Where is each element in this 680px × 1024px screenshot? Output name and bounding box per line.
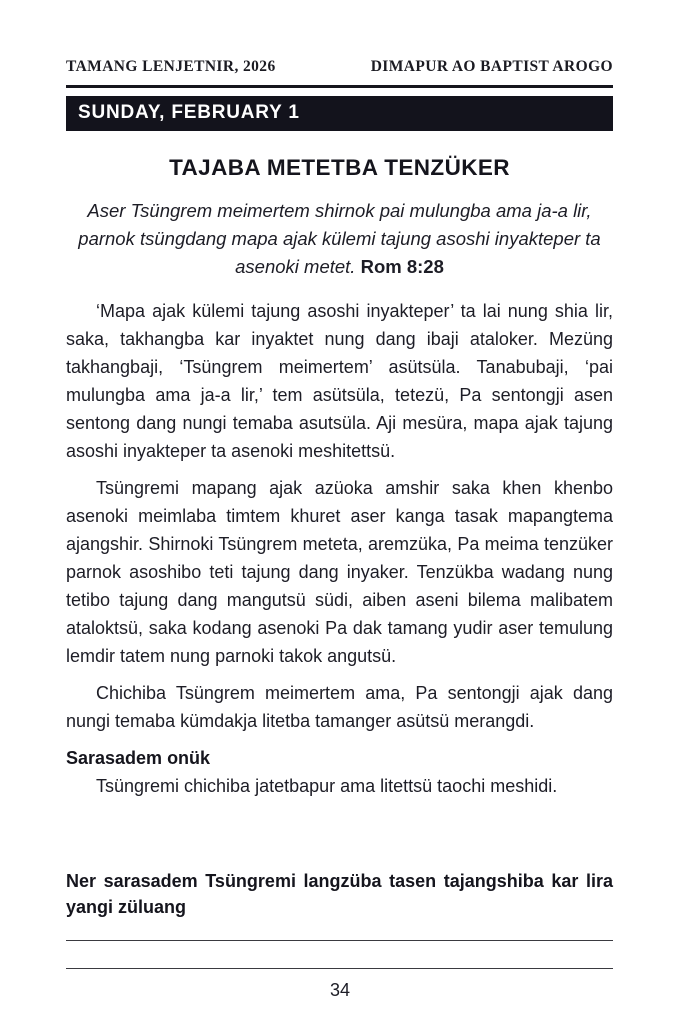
- verse-reference-label: Rom 8:28: [360, 256, 444, 277]
- body-paragraph: Chichiba Tsüngrem meimertem ama, Pa sentongji ajak dang nungi temaba kümdakja litetba tamanger asütsü merangdi.: [66, 683, 613, 731]
- body-paragraph: Tsüngremi mapang ajak azüoka amshir saka khen khenbo asenoki meimlaba timtem khuret aser kanga tasak mapangtema ajangshir. Shirnoki Tsüngrem meteta, aremzüka, Pa meima tenzüker parnok asoshibo teti tajung dang inyaker. Tenzükba wadang nung tetibo tajung dang mangutsü südi, aiben aseni bilema malibatem ataloktsü, saka kodang asenoki Pa dak tamang yudir aser temulung lemdir tatem nung parnoki takok angutsü.: [66, 478, 613, 666]
- devotion-body: [66, 297, 613, 800]
- reflection-prompt: Ner sarasadem Tsüngremi langzüba tasen tajangshiba kar lira yangi züluang: [66, 871, 613, 917]
- writing-line: [66, 940, 613, 941]
- prayer-section-heading: Sarasadem onük: [66, 748, 211, 768]
- writing-line: [66, 968, 613, 969]
- header-organization: DIMAPUR AO BAPTIST AROGO: [370, 58, 613, 75]
- running-header: [66, 58, 613, 85]
- page-number: 34: [329, 980, 351, 1000]
- devotion-title: TAJABA METETBA TENZÜKER: [169, 155, 510, 180]
- verse-reference: [361, 256, 444, 277]
- date-banner: SUNDAY, FEBRUARY 1: [66, 96, 613, 131]
- header-book-title: TAMANG LENJETNIR, 2026: [66, 58, 276, 75]
- prayer-paragraph: Tsüngremi chichiba jatetbapur ama litettsü taochi meshidi.: [96, 776, 558, 796]
- verse-block: [66, 197, 613, 281]
- body-paragraph: ‘Mapa ajak külemi tajung asoshi inyakteper’ ta lai nung shia lir, saka, takhangba kar inyaktet nung dang ibaji ataloker. Mezüng takhangbaji, ‘Tsüngrem meimertem’ asütsüla. Tanabubaji, ‘pai mulungba ama ja-a lir,’ tem asütsüla, tetezü, Pa sentongji asen sentong dang nungi temaba asutsüla. Aji mesüra, mapa ajak tajung asoshi inyakteper ta asenoki meshitettsü.: [66, 301, 613, 461]
- verse-text: Aser Tsüngrem meimertem shirnok pai mulungba ama ja-a lir, parnok tsüngdang mapa ajak külemi tajung asoshi inyakteper ta asenoki metet.: [78, 200, 601, 277]
- header-rule: [66, 85, 613, 88]
